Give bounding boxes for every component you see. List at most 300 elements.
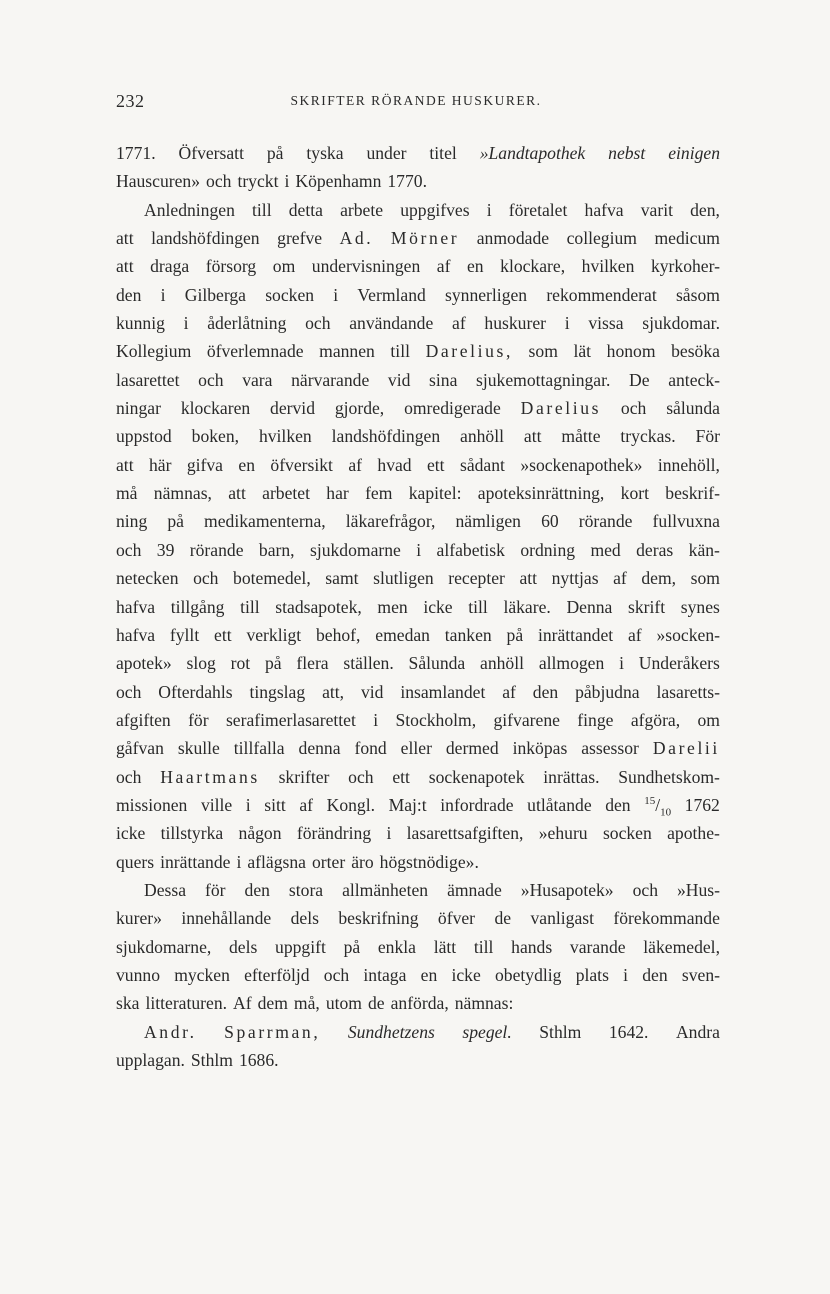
word: Haartmans <box>160 766 260 787</box>
word: högstnödige». <box>379 851 479 872</box>
word: kän- <box>688 539 720 560</box>
word: klockare, <box>500 256 566 277</box>
word: fyllt <box>169 624 200 645</box>
word: sitt <box>264 794 286 815</box>
word: collegium <box>566 228 637 249</box>
word: förekommande <box>613 908 720 929</box>
word: de <box>367 993 385 1014</box>
word: Sundhetskom- <box>618 766 720 787</box>
word: 1762 <box>684 794 720 815</box>
word: tillfalla <box>233 738 285 759</box>
word: sina <box>429 369 458 390</box>
text-line <box>116 540 720 568</box>
word: den <box>605 794 631 815</box>
word: sjukdomar. <box>642 313 720 334</box>
word: Ofterdahls <box>158 681 233 702</box>
word: i <box>284 171 290 192</box>
word: att, <box>322 681 345 702</box>
word: kort <box>620 483 649 504</box>
word: Andr. <box>144 1021 197 1042</box>
word: Sparrman, <box>224 1021 321 1042</box>
word: en <box>467 256 484 277</box>
word: af <box>452 313 466 334</box>
word: orter <box>311 851 346 872</box>
word: om <box>272 256 296 277</box>
word: att <box>116 228 134 249</box>
word: rörande <box>189 539 244 560</box>
word: sjukdomarne <box>309 539 401 560</box>
word: finge <box>577 709 614 730</box>
text-line <box>116 880 720 908</box>
word: »ehuru <box>538 823 588 844</box>
word: innehöll, <box>657 454 720 475</box>
word: Köpenhamn <box>295 171 382 192</box>
word: i <box>183 313 189 334</box>
text-line <box>116 1022 720 1050</box>
word: hands <box>511 936 553 957</box>
word: i <box>619 653 624 674</box>
word: på <box>264 653 282 674</box>
word: den <box>244 879 270 900</box>
word: dervid <box>270 398 315 419</box>
text-line <box>116 568 720 596</box>
word: beskrifning <box>338 908 419 929</box>
word: ett <box>426 454 445 475</box>
word: att <box>228 483 246 504</box>
word: Ad. <box>339 228 374 249</box>
word: landshöfdingen <box>151 228 260 249</box>
word: ett <box>392 766 410 787</box>
word: läkemedel, <box>643 936 720 957</box>
word: påbjudna <box>575 681 640 702</box>
word: måtte <box>561 426 601 447</box>
word: Sthlm <box>190 1050 233 1070</box>
word: kurer» <box>116 908 162 929</box>
word: Stockholm, <box>395 709 477 730</box>
word: landshöfdingen <box>331 426 441 447</box>
word: äro <box>351 851 374 872</box>
word: hvilken <box>581 256 635 277</box>
text-line <box>116 398 720 426</box>
page-header <box>116 91 720 115</box>
word: insamlandet <box>400 681 486 702</box>
word: och <box>116 766 142 787</box>
word: dermed <box>445 738 499 759</box>
word: missionen <box>116 794 188 815</box>
word: gjorde, <box>334 398 385 419</box>
word: »Hus- <box>676 879 720 900</box>
word: ställen. <box>343 653 394 674</box>
text-line <box>116 965 720 993</box>
word: 60 <box>541 511 559 532</box>
word: varit <box>640 199 673 220</box>
word: och <box>632 879 658 900</box>
word: boken, <box>191 426 240 447</box>
word: vid <box>360 681 384 702</box>
word: om <box>697 709 720 730</box>
text-line <box>116 937 720 965</box>
word: nämligen <box>455 511 521 532</box>
word: Maj:t <box>388 794 427 815</box>
word: gifvarene <box>493 709 560 730</box>
word: till <box>252 199 272 220</box>
word: på <box>266 143 284 163</box>
word: assessor <box>581 738 639 759</box>
word: Vermland <box>357 284 426 305</box>
word: gifva <box>186 454 223 475</box>
word: i <box>160 284 166 305</box>
word: vara <box>242 369 273 390</box>
word: som <box>690 568 720 589</box>
word: innehållande <box>181 908 272 929</box>
word: spegel. <box>462 1021 512 1042</box>
word: till <box>390 341 410 362</box>
word: quers <box>116 851 155 872</box>
word: alfabetisk <box>436 539 505 560</box>
word: honom <box>606 341 656 362</box>
word: under <box>366 143 407 163</box>
word: vissa <box>588 313 624 334</box>
word: åderlåtning <box>207 313 287 334</box>
word: Darelii <box>652 738 720 759</box>
word: klockaren <box>180 398 251 419</box>
word: Hauscuren» <box>116 171 201 192</box>
word: anförda, <box>390 993 449 1014</box>
text-line <box>116 370 720 398</box>
word: beskrif- <box>665 483 720 504</box>
word: anteck- <box>668 369 720 390</box>
word: rot <box>230 653 251 674</box>
text-line <box>116 285 720 313</box>
word: socken <box>602 823 652 844</box>
text-line <box>116 483 720 511</box>
word: skrifter <box>278 766 330 787</box>
word: inrättas. <box>543 766 600 787</box>
word: utom <box>325 993 362 1014</box>
word: att <box>116 454 134 475</box>
word: Kongl. <box>326 794 375 815</box>
text-line <box>116 682 720 710</box>
word: anmodade <box>476 228 550 249</box>
text-line <box>116 426 720 454</box>
word: sådant <box>459 454 505 475</box>
word: till <box>473 936 494 957</box>
text-line <box>116 171 720 199</box>
word: huskurer <box>484 313 546 334</box>
word: fond <box>354 738 387 759</box>
word: Darelius <box>520 398 602 419</box>
word: nämnas: <box>454 993 514 1014</box>
word: Öfversatt <box>178 143 244 163</box>
word: dels <box>290 908 319 929</box>
word: ämnade <box>447 879 502 900</box>
word: i <box>386 823 392 844</box>
word: netecken <box>116 568 179 589</box>
word: detta <box>288 199 323 220</box>
word: vid <box>387 369 411 390</box>
word: samt <box>325 568 359 589</box>
word: i <box>486 199 492 220</box>
text-line <box>116 738 720 766</box>
text-line <box>116 653 720 681</box>
word: »socken- <box>656 624 720 645</box>
word: Sundhetzens <box>347 1021 435 1042</box>
word: utlåtande <box>527 794 592 815</box>
word: 39 <box>156 539 175 560</box>
word: öfversikt <box>270 454 333 475</box>
word: litteraturen. <box>145 993 228 1014</box>
word: tryckas. <box>620 426 676 447</box>
word: uppstod <box>116 426 172 447</box>
word: recepter <box>448 568 505 589</box>
word: vanligast <box>530 908 594 929</box>
word: och <box>193 568 219 589</box>
word: i <box>333 284 339 305</box>
word: allmänheten <box>342 879 429 900</box>
word: i <box>416 539 422 560</box>
word: lasaretts- <box>656 681 720 702</box>
word: som <box>528 341 558 362</box>
word: Kollegium <box>116 341 192 362</box>
word: vunno <box>116 964 160 985</box>
word: i <box>245 794 251 815</box>
word: här <box>148 454 172 475</box>
word: undervisningen <box>311 256 421 277</box>
word: och <box>206 171 232 192</box>
word: uppgifves <box>400 199 470 220</box>
word: »sockenapothek» <box>520 454 643 475</box>
word: läkarefrågor, <box>345 511 436 532</box>
word: tyska <box>306 143 344 163</box>
word: einigen <box>668 143 720 163</box>
word: ett <box>214 624 232 645</box>
word: på <box>506 624 524 645</box>
word: ville <box>200 794 233 815</box>
word: dem, <box>641 568 677 589</box>
word: att <box>519 568 538 589</box>
text-line <box>116 625 720 653</box>
word: varande <box>569 936 626 957</box>
word: för <box>205 879 226 900</box>
word: Dessa <box>144 879 187 900</box>
word: och <box>305 313 331 334</box>
word: tanken <box>444 624 492 645</box>
word: För <box>695 426 720 447</box>
word: må <box>116 483 138 504</box>
word: apoteksinrättning, <box>477 483 605 504</box>
word: »Landtapothek <box>479 143 586 163</box>
word: inrättande <box>160 851 231 872</box>
word: upplagan. <box>116 1050 185 1070</box>
word: hafva <box>584 199 624 220</box>
word: försorg <box>205 256 257 277</box>
word: verkligt <box>246 624 302 645</box>
word: »Husapotek» <box>520 879 614 900</box>
word: Gilberga <box>184 284 246 305</box>
word: Mörner <box>390 228 460 249</box>
word: ska <box>116 993 140 1014</box>
word: och <box>198 369 224 390</box>
word: 1771. <box>116 143 156 163</box>
word: hafva <box>116 624 156 645</box>
word: och <box>116 681 142 702</box>
text-line <box>116 313 720 341</box>
word: och <box>348 766 374 787</box>
text-line <box>116 143 720 171</box>
word: af <box>613 568 627 589</box>
word: skulle <box>177 738 220 759</box>
word: titel <box>429 143 457 163</box>
word: förändring <box>296 823 372 844</box>
word: i <box>564 313 570 334</box>
text-line <box>116 993 720 1021</box>
date-fraction: $^{15}/_{10}$ <box>644 794 672 819</box>
word: fullvuxna <box>652 511 720 532</box>
word: sven- <box>681 964 720 985</box>
word: hvilken <box>258 426 312 447</box>
word: läkare. <box>503 596 551 617</box>
word: i <box>236 851 242 872</box>
word: efterföljd <box>244 964 310 985</box>
word: tingslag <box>249 681 306 702</box>
word: 1770. <box>387 171 427 192</box>
word: Anledningen <box>144 199 235 220</box>
word: omredigerade <box>404 398 501 419</box>
word: men <box>377 596 408 617</box>
word: en <box>420 964 438 985</box>
word: flera <box>296 653 329 674</box>
word: har <box>326 483 349 504</box>
text-line <box>116 852 720 880</box>
word: användande <box>349 313 434 334</box>
text-line <box>116 767 720 795</box>
word: företalet <box>508 199 568 220</box>
word: mannen <box>319 341 375 362</box>
word: Andra <box>675 1021 720 1042</box>
word: obetydlig <box>495 964 562 985</box>
word: hvad <box>377 454 412 475</box>
word: såsom <box>675 284 720 305</box>
word: närvarande <box>291 369 370 390</box>
word: medikamenterna, <box>204 511 326 532</box>
word: må, <box>293 993 320 1014</box>
text-line <box>116 597 720 625</box>
word: kyrkoher- <box>650 256 720 277</box>
word: nyttjas <box>551 568 599 589</box>
word: den, <box>690 199 720 220</box>
word: att <box>116 256 134 277</box>
word: Underåkers <box>638 653 720 674</box>
word: Denna <box>566 596 613 617</box>
word: dels <box>228 936 258 957</box>
word: lasarettsafgiften, <box>406 823 524 844</box>
word: af <box>502 681 516 702</box>
word: på <box>167 511 184 532</box>
word: den <box>116 284 142 305</box>
word: tillstyrka <box>160 823 224 844</box>
word: arbete <box>340 199 384 220</box>
word: slutligen <box>373 568 434 589</box>
word: anhöll <box>460 426 505 447</box>
word: af <box>299 794 314 815</box>
word: 1642. <box>608 1021 649 1042</box>
text-line <box>116 455 720 483</box>
word: sjukdomarne, <box>116 936 212 957</box>
word: aflägsna <box>247 851 306 872</box>
word: i <box>623 964 629 985</box>
word: botemedel, <box>233 568 311 589</box>
word: apothe- <box>667 823 720 844</box>
word: af <box>348 454 362 475</box>
word: rörande <box>578 511 633 532</box>
word: grefve <box>277 228 323 249</box>
word: af <box>436 256 451 277</box>
word: i <box>373 709 379 730</box>
word: skrift <box>627 596 666 617</box>
word: serafimerlasarettet <box>225 709 356 730</box>
word: tryckt <box>237 171 279 192</box>
word: Sthlm <box>539 1021 582 1042</box>
text-line <box>116 341 720 369</box>
word: fem <box>365 483 393 504</box>
word: socken <box>265 284 315 305</box>
word: och <box>620 398 647 419</box>
word: öfver <box>437 908 476 929</box>
word: ningar <box>116 398 161 419</box>
word: sockenapotek <box>428 766 525 787</box>
word: sålunda <box>666 398 720 419</box>
word: stora <box>288 879 324 900</box>
word: lät <box>573 341 592 362</box>
word: Af <box>233 993 252 1014</box>
word: nämnas, <box>153 483 212 504</box>
word: behof, <box>315 624 361 645</box>
word: stadsapotek, <box>275 596 362 617</box>
word: för <box>188 709 209 730</box>
word: De <box>629 369 650 390</box>
word: afgiften <box>116 709 171 730</box>
text-line <box>116 795 720 823</box>
word: slog <box>186 653 216 674</box>
word: emedan <box>375 624 430 645</box>
running-head: SKRIFTER RÖRANDE HUSKURER. <box>290 93 542 108</box>
word: och <box>116 539 142 560</box>
word: eller <box>400 738 432 759</box>
text-line <box>116 908 720 936</box>
word: 1686. <box>238 1050 279 1070</box>
word: ning <box>116 511 148 532</box>
text-line <box>116 256 720 284</box>
word: lätt <box>433 936 457 957</box>
word: rekommenderat <box>546 284 657 305</box>
word: mycken <box>174 964 230 985</box>
word: en <box>238 454 255 475</box>
word: lasarettet <box>116 369 180 390</box>
word: inrättandet <box>537 624 614 645</box>
word: ordning <box>520 539 576 560</box>
word: draga <box>150 256 190 277</box>
word: öfverlemnade <box>206 341 304 362</box>
page-number: 232 <box>116 91 145 111</box>
word: den <box>532 681 559 702</box>
word: gåfvan <box>116 738 164 759</box>
word: kapitel: <box>408 483 462 504</box>
word: anhöll <box>480 653 525 674</box>
text-line <box>116 511 720 539</box>
word: synnerligen <box>445 284 528 305</box>
word: afgöra, <box>630 709 681 730</box>
word: kunnig <box>116 313 165 334</box>
